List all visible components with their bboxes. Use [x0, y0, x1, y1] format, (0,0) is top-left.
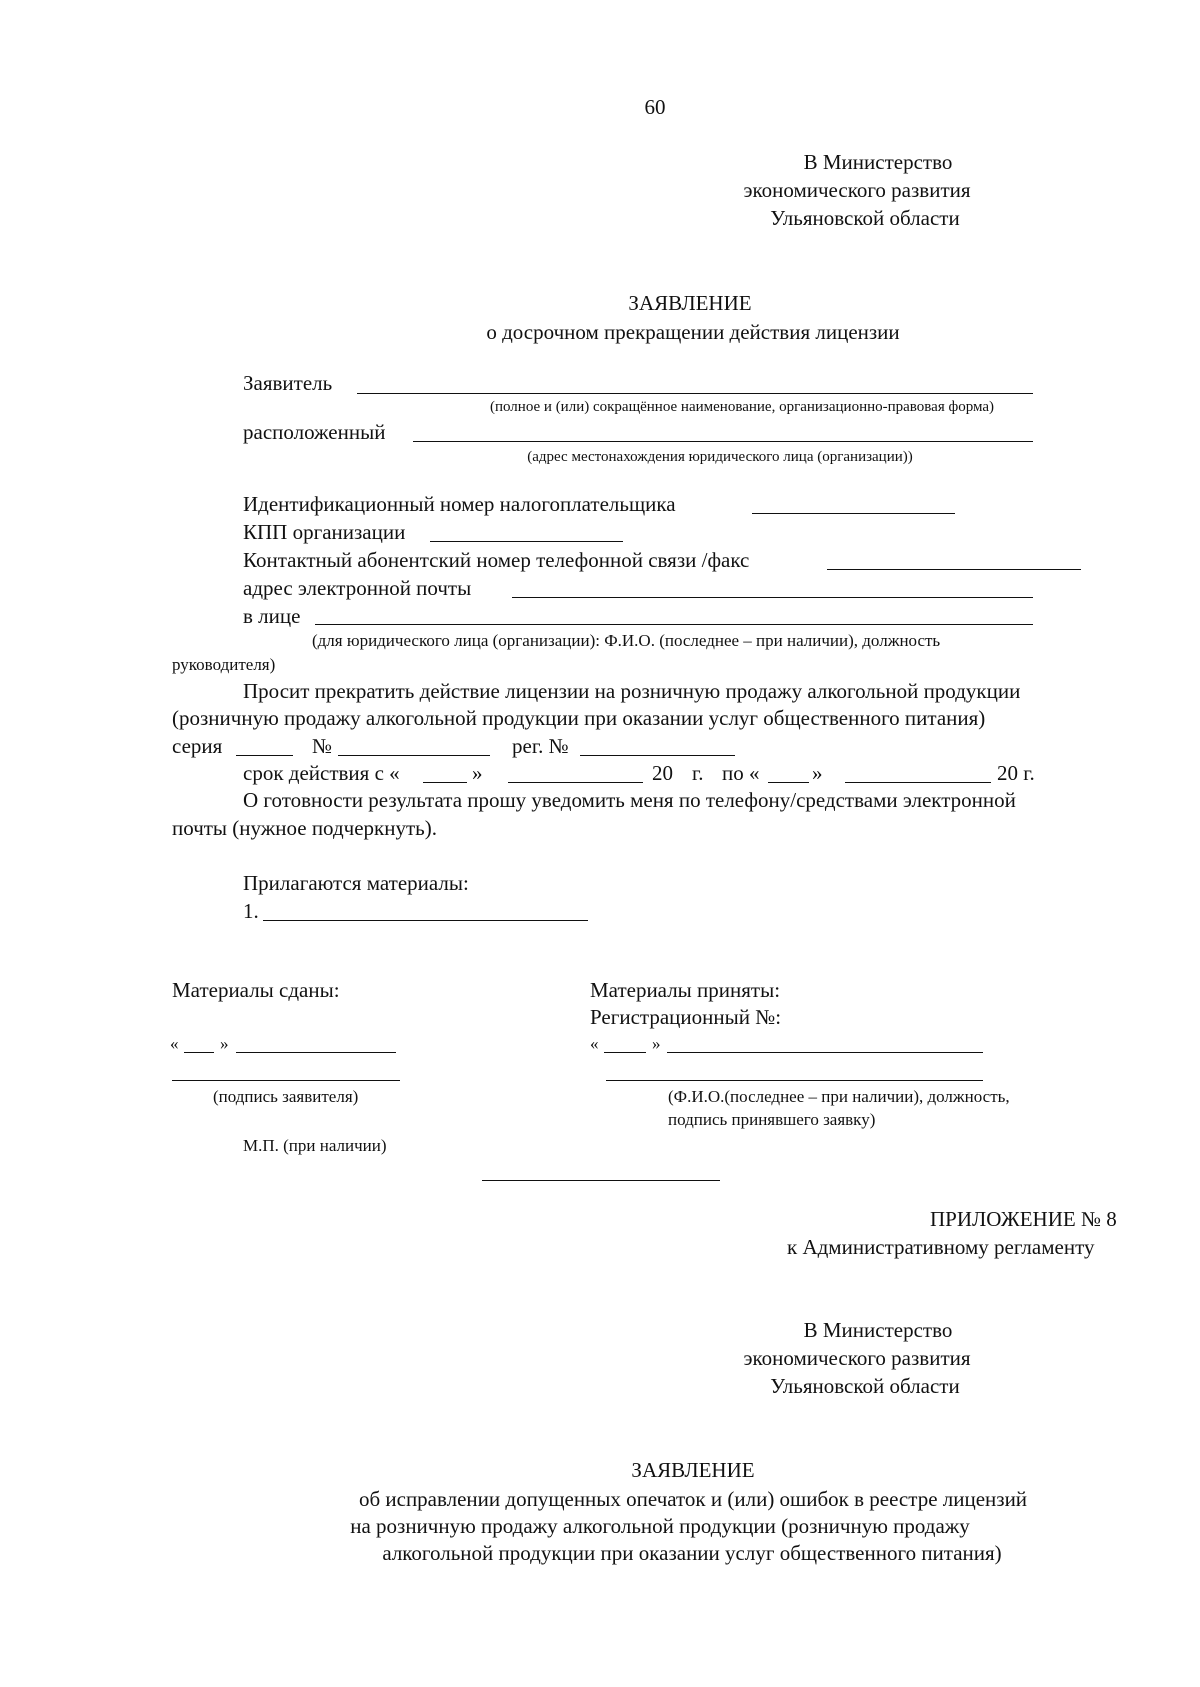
request-text: Просит прекратить действие лицензии на розничную продажу алкогольной продукции: [243, 679, 1021, 703]
form-subtitle: алкогольной продукции при оказании услуг общественного питания): [382, 1541, 1002, 1565]
phone-field[interactable]: [827, 569, 1081, 570]
validity-from-month-field[interactable]: [508, 782, 643, 783]
attached-label: Прилагаются материалы:: [243, 871, 469, 895]
notify-text: О готовности результата прошу уведомить меня по телефону/средствами электронной: [243, 788, 1016, 812]
series-field[interactable]: [236, 755, 293, 756]
person-label: в лице: [243, 604, 301, 628]
form-subtitle: на розничную продажу алкогольной продукции (розничную продажу: [350, 1514, 970, 1538]
validity-to-day-field[interactable]: [768, 782, 809, 783]
address-hint: (адрес местонахождения юридического лица (организации)): [527, 449, 913, 465]
form-title: ЗАЯВЛЕНИЕ: [628, 291, 752, 315]
accepter-signature-field[interactable]: [606, 1080, 983, 1081]
license-number-field[interactable]: [338, 755, 490, 756]
addressee-line: экономического развития: [743, 1346, 971, 1370]
accepted-day-field[interactable]: [604, 1052, 646, 1053]
stamp-hint: М.П. (при наличии): [243, 1136, 387, 1155]
form-subtitle: о досрочном прекращении действия лицензии: [486, 320, 900, 344]
quote-open: «: [170, 1034, 179, 1053]
addressee-line: В Министерство: [803, 150, 953, 174]
handed-day-field[interactable]: [184, 1052, 214, 1053]
number-label: №: [312, 734, 333, 758]
person-hint: (для юридического лица (организации): Ф.И.О. (последнее – при наличии), должность: [312, 631, 941, 650]
quote-close: »: [652, 1034, 661, 1053]
inn-label: Идентификационный номер налогоплательщика: [243, 492, 676, 516]
notify-text-continued: почты (нужное подчеркнуть).: [172, 816, 437, 840]
phone-label: Контактный абонентский номер телефонной связи /факс: [243, 548, 750, 572]
validity-from-day-field[interactable]: [423, 782, 467, 783]
address-field[interactable]: [413, 441, 1033, 442]
kpp-label: КПП организации: [243, 520, 406, 544]
addressee-line: Ульяновской области: [770, 206, 960, 230]
accepter-hint-continued: подпись принявшего заявку): [668, 1110, 876, 1129]
validity-from-label: срок действия с «: [243, 761, 400, 785]
attached-item-number: 1.: [243, 899, 259, 923]
page-number: 60: [644, 95, 666, 119]
located-label: расположенный: [243, 420, 386, 444]
validity-to-month-field[interactable]: [845, 782, 991, 783]
reg-number-caption: Регистрационный №:: [590, 1005, 782, 1029]
addressee-line: экономического развития: [743, 178, 971, 202]
year-suffix: г.: [692, 761, 704, 785]
form-subtitle: об исправлении допущенных опечаток и (или) ошибок в реестре лицензий: [358, 1487, 1028, 1511]
series-label: серия: [172, 734, 223, 758]
quote-close: »: [220, 1034, 229, 1053]
appendix-title: ПРИЛОЖЕНИЕ № 8: [930, 1207, 1117, 1231]
applicant-label: Заявитель: [243, 371, 333, 395]
year-end: 20 г.: [997, 761, 1035, 785]
appendix-subtitle: к Административному регламенту: [787, 1235, 1095, 1259]
inn-field[interactable]: [752, 513, 955, 514]
email-field[interactable]: [512, 597, 1033, 598]
reg-number-field[interactable]: [580, 755, 735, 756]
handed-date-field[interactable]: [236, 1052, 396, 1053]
applicant-hint: (полное и (или) сокращённое наименование, организационно-правовая форма): [489, 399, 995, 415]
quote-close: »: [472, 761, 483, 785]
request-text-continued: (розничную продажу алкогольной продукции при оказании услуг общественного питания): [172, 706, 986, 730]
signature-hint: (подпись заявителя): [213, 1087, 359, 1106]
accepted-label: Материалы приняты:: [590, 978, 781, 1002]
applicant-field[interactable]: [357, 393, 1033, 394]
handed-label: Материалы сданы:: [172, 978, 340, 1002]
reg-number-label: рег. №: [512, 734, 569, 758]
person-field[interactable]: [315, 624, 1033, 625]
quote-close: »: [812, 761, 823, 785]
email-label: адрес электронной почты: [243, 576, 472, 600]
addressee-line: В Министерство: [803, 1318, 953, 1342]
accepter-hint: (Ф.И.О.(последнее – при наличии), должность,: [668, 1087, 1010, 1106]
validity-to-label: по «: [722, 761, 760, 785]
accepted-date-field[interactable]: [667, 1052, 983, 1053]
attached-item-field[interactable]: [263, 920, 588, 921]
section-divider: [482, 1180, 720, 1181]
quote-open: «: [590, 1034, 599, 1053]
year-prefix: 20: [652, 761, 673, 785]
kpp-field[interactable]: [430, 541, 623, 542]
addressee-line: Ульяновской области: [770, 1374, 960, 1398]
applicant-signature-field[interactable]: [172, 1080, 400, 1081]
person-hint-continued: руководителя): [172, 655, 276, 674]
form-title: ЗАЯВЛЕНИЕ: [631, 1458, 755, 1482]
